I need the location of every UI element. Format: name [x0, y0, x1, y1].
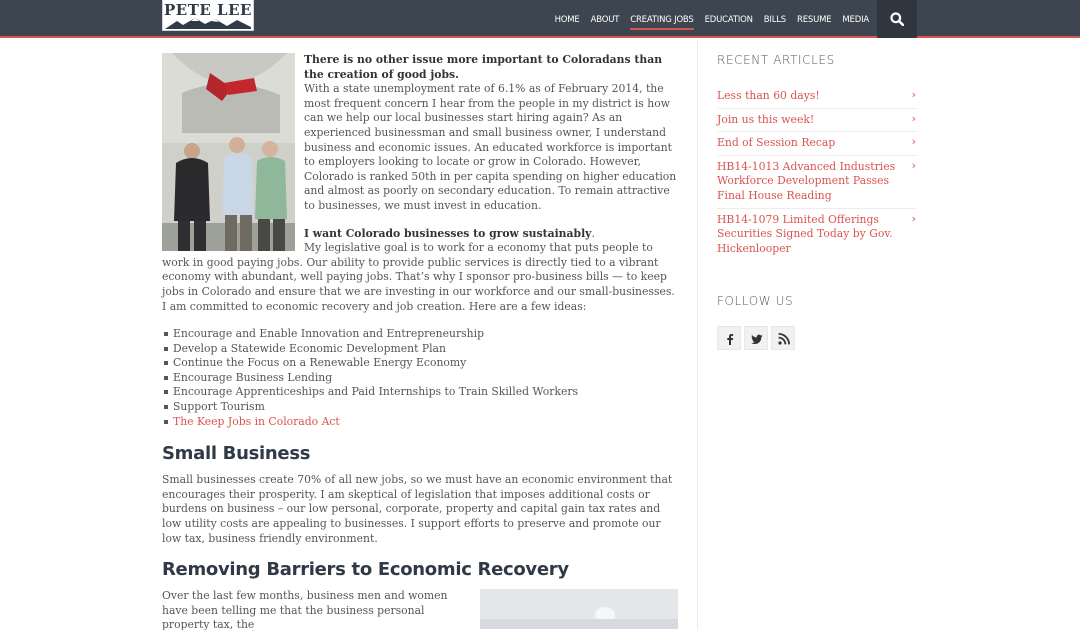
nav-creating-jobs[interactable]: CREATING JOBS [630, 0, 693, 38]
ideas-list [164, 327, 678, 429]
chevron-right-icon: › [911, 111, 916, 125]
nav-media[interactable]: MEDIA [842, 15, 869, 25]
keep-jobs-act-link[interactable]: The Keep Jobs in Colorado Act [164, 415, 678, 430]
grow-heading-period: . [591, 226, 595, 240]
article-link[interactable] [717, 85, 916, 109]
grow-heading: I want Colorado businesses to grow sustainably [304, 226, 592, 240]
barriers-photo-illustration [480, 589, 678, 629]
barriers-photo [480, 589, 678, 629]
chevron-right-icon: › [911, 88, 916, 101]
article-title: HB14-1079 Limited Offerings Securities Signed Today by Gov. Hickenlooper [717, 212, 893, 255]
nav-education[interactable]: EDUCATION [704, 15, 753, 25]
nav-about[interactable]: ABOUT [590, 15, 620, 25]
article-title: HB14-1013 Advanced Industries Workforce Development Passes Final House Reading [717, 159, 896, 202]
list-item: Develop a Statewide Economic Development Plan [164, 342, 678, 357]
list-item: Encourage Business Lending [164, 371, 678, 386]
hero-photo-three-men [162, 53, 295, 251]
logo-text: PETE LEE [164, 1, 252, 19]
chevron-right-icon: › [911, 158, 916, 172]
chevron-right-icon: › [911, 135, 916, 149]
article-link[interactable] [717, 209, 916, 261]
recent-articles-title: RECENT ARTICLES [717, 53, 835, 67]
grow-body: My legislative goal is to work for a economy that puts people to work in good paying jobs. Our ability to provide public services is directly tied to a vibrant economy with abundant, well paying jobs. That’s why I sponsor pro-business bills — to keep jobs in Colorado and ensure that we are investing in our workforce and our small-businesses. I am committed to economic recovery and job creation. Here are a few ideas: [162, 241, 675, 313]
list-item: Encourage and Enable Innovation and Entrepreneurship [164, 327, 678, 342]
barriers-title: Removing Barriers to Economic Recovery [162, 559, 569, 581]
top-navigation-bar [0, 0, 1080, 38]
twitter-icon [751, 333, 763, 345]
intro-body: With a state unemployment rate of 6.1% as of February 2014, the most frequent concern I hear from the people in my district is how can we help our local businesses start hiring again? As an experienced businessman and small business owner, I understand business and economic issues. An educated workforce is important to employers looking to locate or grow in Colorado. However, Colorado is ranked 50th in per capita spending on higher education and almost as poorly on secondary education. To remain attractive to businesses, we must invest in education. [304, 82, 677, 212]
article-title: Less than 60 days! [717, 89, 820, 102]
twitter-button[interactable] [744, 326, 768, 350]
article-title: Join us this week! [717, 112, 815, 126]
facebook-icon [724, 333, 736, 345]
sidebar [717, 53, 916, 350]
site-logo[interactable] [162, 0, 254, 31]
small-business-body: Small businesses create 70% of all new jobs, so we must have an economic environment that encourages their prosperity. I am skeptical of legislation that imposes additional costs or burdens on business – our low personal, corporate, property and capital gain tax rates and low utility costs are appealing to businesses. I support efforts to preserve and promote our low tax, business friendly environment. [162, 473, 673, 545]
column-divider [697, 40, 698, 630]
rss-button[interactable] [771, 326, 795, 350]
hero-photo-illustration [162, 53, 295, 251]
search-icon [890, 12, 904, 26]
nav-resume[interactable]: RESUME [797, 15, 832, 25]
rss-icon [778, 333, 790, 345]
small-business-title: Small Business [162, 443, 311, 465]
list-item: Continue the Focus on a Renewable Energy Economy [164, 356, 678, 371]
article-link[interactable] [717, 109, 916, 133]
chevron-right-icon: › [911, 211, 916, 225]
nav-bills[interactable]: BILLS [763, 15, 787, 25]
list-item: Support Tourism [164, 400, 678, 415]
search-button[interactable] [877, 0, 917, 38]
list-item: Encourage Apprenticeships and Paid Internships to Train Skilled Workers [164, 385, 678, 400]
recent-articles-list [717, 85, 916, 260]
social-links [717, 326, 916, 350]
article-title: End of Session Recap [717, 136, 836, 150]
intro-heading: There is no other issue more important to Coloradans than the creation of good jobs. [304, 53, 663, 81]
nav-home[interactable]: HOME [554, 15, 580, 25]
main-nav [544, 0, 869, 38]
facebook-button[interactable] [717, 326, 741, 350]
article-link[interactable] [717, 132, 916, 156]
article-link[interactable] [717, 156, 916, 209]
main-content [162, 53, 678, 630]
barriers-body: Over the last few months, business men and women have been telling me that the business personal property tax, the [162, 589, 448, 630]
mountain-logo-icon [165, 16, 251, 29]
follow-us-title: FOLLOW US [717, 294, 794, 309]
